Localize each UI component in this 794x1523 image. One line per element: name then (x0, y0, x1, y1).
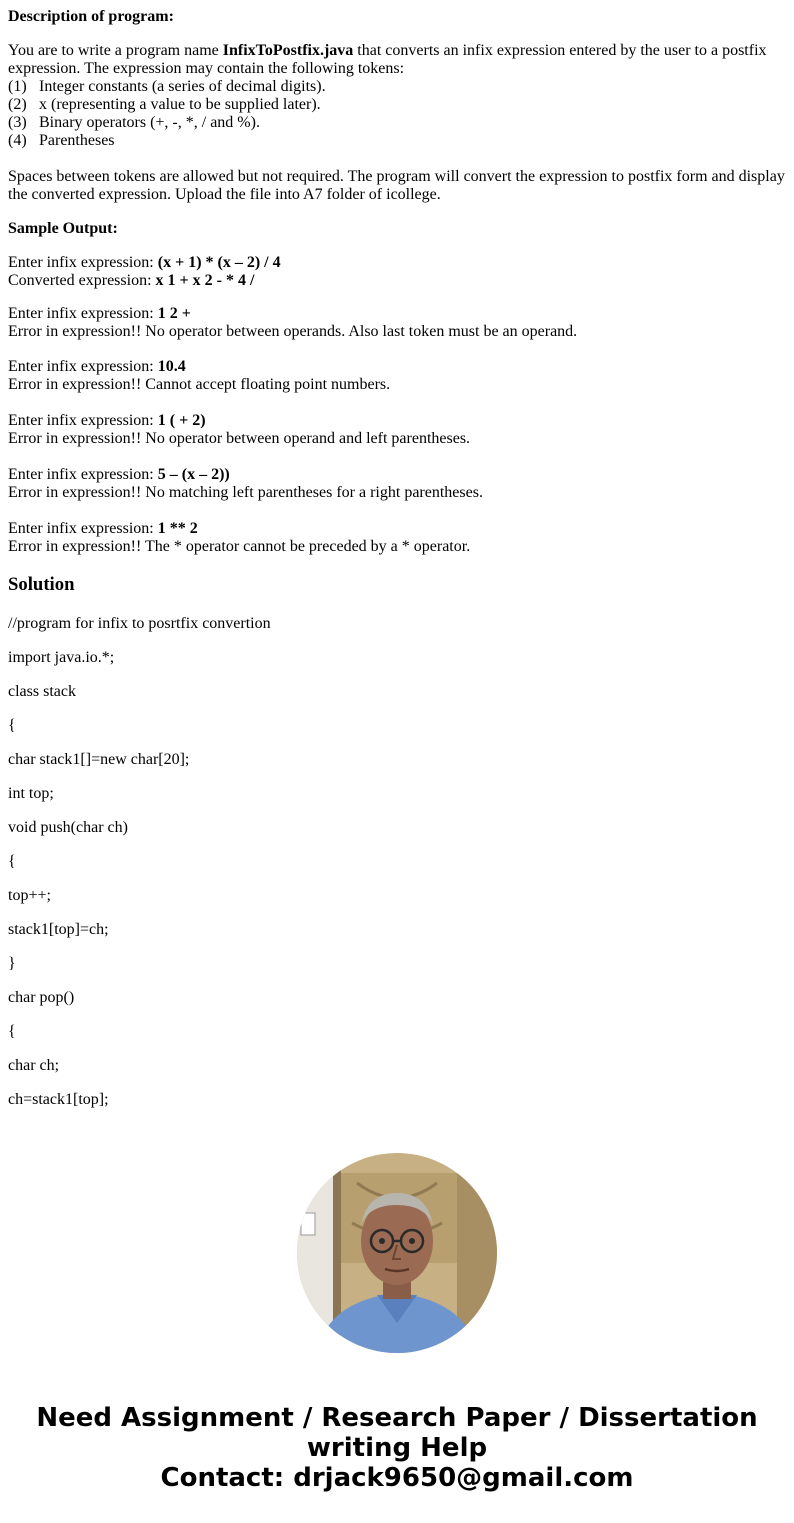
token-item: (1) Integer constants (a series of decimal digits). (8, 78, 326, 95)
sample-result: Error in expression!! The * operator cannot be preceded by a * operator. (8, 538, 471, 555)
sample-result: Error in expression!! No matching left parentheses for a right parentheses. (8, 484, 483, 501)
code-line: { (8, 1023, 16, 1040)
solution-heading: Solution (8, 574, 75, 595)
sample-result: x 1 + x 2 - * 4 / (155, 272, 255, 289)
intro-paragraph (8, 42, 788, 150)
sample-result: Error in expression!! No operator between operand and left parentheses. (8, 430, 471, 447)
code-line: import java.io.*; (8, 649, 115, 666)
sample-input: 1 ( + 2) (157, 412, 206, 429)
spaces-note: Spaces between tokens are allowed but not required. The program will convert the expression to postfix form and display the converted expression. Upload the file into A7 folder of icollege. (8, 168, 785, 203)
sample-input: (x + 1) * (x – 2) / 4 (157, 254, 281, 271)
code-line: int top; (8, 785, 54, 802)
avatar (297, 1153, 497, 1353)
code-line: //program for infix to posrtfix convertion (8, 615, 271, 632)
intro-text-a: You are to write a program name (8, 42, 223, 59)
sample-output-heading: Sample Output: (8, 220, 118, 237)
sample-result: Error in expression!! Cannot accept floating point numbers. (8, 376, 391, 393)
person-photo-icon (297, 1153, 497, 1353)
promo-line-2: writing Help (306, 1433, 488, 1463)
sample-input: 1 2 + (157, 305, 191, 322)
code-line: char pop() (8, 989, 75, 1006)
token-item: (4) Parentheses (8, 132, 115, 149)
promo-block (0, 1403, 794, 1493)
sample-input: 10.4 (157, 358, 186, 375)
code-line: } (8, 955, 16, 972)
token-item: (3) Binary operators (+, -, *, / and %). (8, 114, 260, 131)
description-heading: Description of program: (8, 8, 174, 25)
code-line: char stack1[]=new char[20]; (8, 751, 190, 768)
sample-case: Enter infix expression: 1 ( + 2) Error in expression!! No operator between operand and left parentheses. (8, 412, 788, 448)
sample-input: 5 – (x – 2)) (157, 466, 230, 483)
sample-case: Enter infix expression: 10.4 Error in expression!! Cannot accept floating point numbers. (8, 358, 788, 394)
intro-filename: InfixToPostfix.java (222, 42, 354, 59)
intro-text-b: that converts an infix expression entered by the user to a postfix expression. The expression may contain the following tokens: (8, 42, 767, 77)
code-line: { (8, 853, 16, 870)
sample-result: Error in expression!! No operator between operands. Also last token must be an operand. (8, 323, 578, 340)
sample-input: 1 ** 2 (157, 520, 198, 537)
sample-case: Enter infix expression: 1 2 + Error in expression!! No operator between operands. Also last token must be an operand. (8, 305, 788, 341)
promo-line-1: Need Assignment / Research Paper / Dissertation (36, 1403, 758, 1433)
sample-case: Enter infix expression: 1 ** 2 Error in expression!! The * operator cannot be preceded by a * operator. (8, 520, 788, 556)
code-line: stack1[top]=ch; (8, 921, 109, 938)
token-item: (2) x (representing a value to be supplied later). (8, 96, 321, 113)
promo-contact: Contact: drjack9650@gmail.com (160, 1463, 634, 1493)
code-line: { (8, 717, 16, 734)
sample-case: Enter infix expression: (x + 1) * (x – 2) / 4 Converted expression: x 1 + x 2 - * 4 / (8, 254, 281, 289)
code-line: void push(char ch) (8, 819, 128, 836)
code-line: ch=stack1[top]; (8, 1091, 109, 1108)
code-line: class stack (8, 683, 76, 700)
code-line: top++; (8, 887, 51, 904)
sample-case: Enter infix expression: 5 – (x – 2)) Error in expression!! No matching left parentheses for a right parentheses. (8, 466, 788, 502)
code-line: char ch; (8, 1057, 60, 1074)
